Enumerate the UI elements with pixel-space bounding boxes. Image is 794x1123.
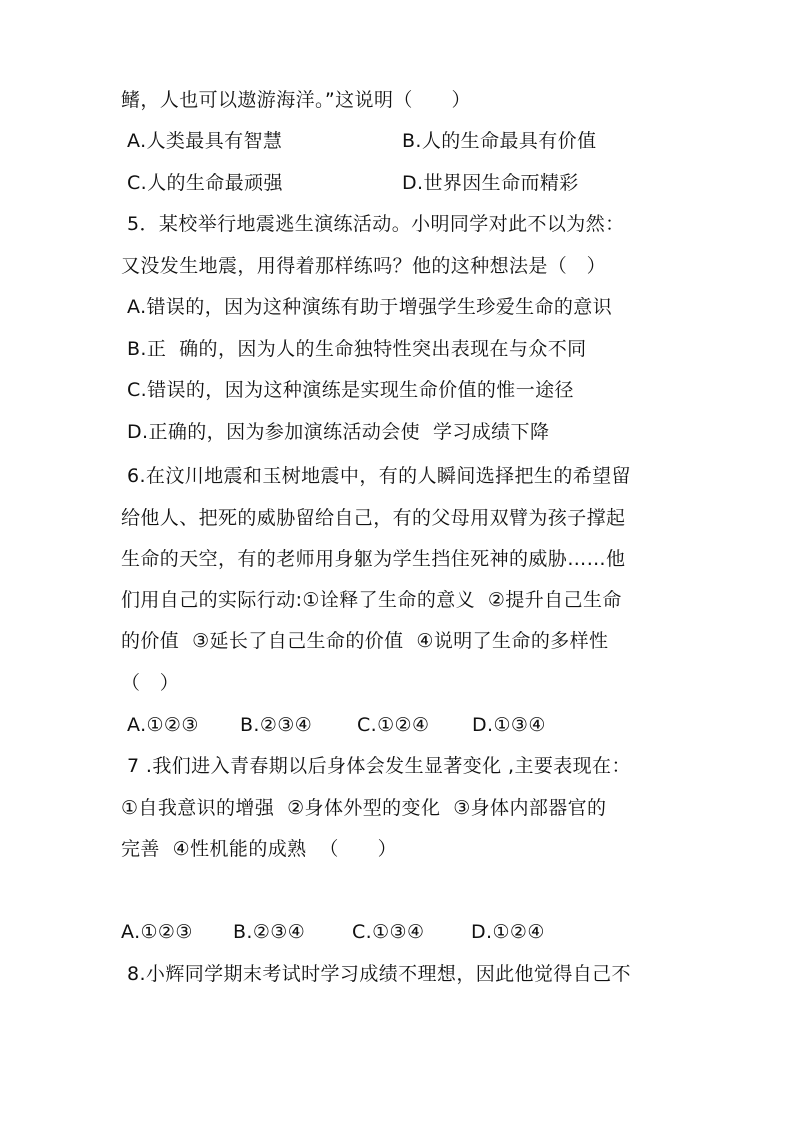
q5-option-b: B.正 确的，因为人的生命独特性突出表现在与众不同: [127, 338, 587, 360]
q6-option-b: B.②③④: [240, 714, 313, 736]
q5-stem-line-2: 又没发生地震，用得着那样练吗？他的这种想法是（ ）: [121, 255, 607, 277]
q5-stem-line-1: 5．某校举行地震逃生演练活动。小明同学对此不以为然：: [127, 213, 625, 235]
q6-option-a: A.①②③: [127, 714, 199, 736]
q6-option-d: D.①③④: [472, 714, 546, 736]
q4-option-c: C.人的生命最顽强: [127, 172, 283, 194]
q4-option-a: A.人类最具有智慧: [127, 130, 283, 152]
q8-stem-line-1: 8.小辉同学期末考试时学习成绩不理想，因此他觉得自己不: [127, 963, 631, 985]
q5-option-c: C.错误的，因为这种演练是实现生命价值的惟一途径: [127, 379, 574, 401]
q6-stem-line-2: 给他人、把死的威胁留给自己，有的父母用双臂为孩子撑起: [121, 507, 626, 529]
q6-stem-line-5: 的价值 ③延长了自己生命的价值 ④说明了生命的多样性: [121, 630, 609, 652]
q7-stem-line-1: 7 .我们进入青春期以后身体会发生显著变化 ,主要表现在：: [127, 755, 631, 777]
q7-stem-line-2: ①自我意识的增强 ②身体外型的变化 ③身体内部器官的: [121, 797, 607, 819]
q7-stem-line-3: 完善 ④性机能的成熟 （ ）: [121, 838, 397, 860]
q4-option-b: B.人的生命最具有价值: [402, 130, 597, 152]
q4-stem-tail: 鳍，人也可以遨游海洋。”这说明（ ）: [121, 89, 471, 111]
q7-option-c: C.①③④: [352, 921, 425, 943]
q6-stem-line-6: （ ）: [121, 672, 180, 694]
q6-stem-line-1: 6.在汶川地震和玉树地震中，有的人瞬间选择把生的希望留: [127, 465, 631, 487]
q6-option-c: C.①②④: [357, 714, 430, 736]
q5-option-a: A.错误的，因为这种演练有助于增强学生珍爱生命的意识: [127, 296, 613, 318]
q4-option-d: D.世界因生命而精彩: [402, 172, 579, 194]
q7-option-a: A.①②③: [121, 921, 193, 943]
q7-option-b: B.②③④: [233, 921, 306, 943]
q6-stem-line-4: 们用自己的实际行动:①诠释了生命的意义 ②提升自己生命: [121, 589, 622, 611]
q7-option-d: D.①②④: [471, 921, 545, 943]
q5-option-d: D.正确的，因为参加演练活动会使 学习成绩下降: [127, 421, 550, 443]
q6-stem-line-3: 生命的天空，有的老师用身躯为学生挡住死神的威胁……他: [121, 548, 626, 570]
